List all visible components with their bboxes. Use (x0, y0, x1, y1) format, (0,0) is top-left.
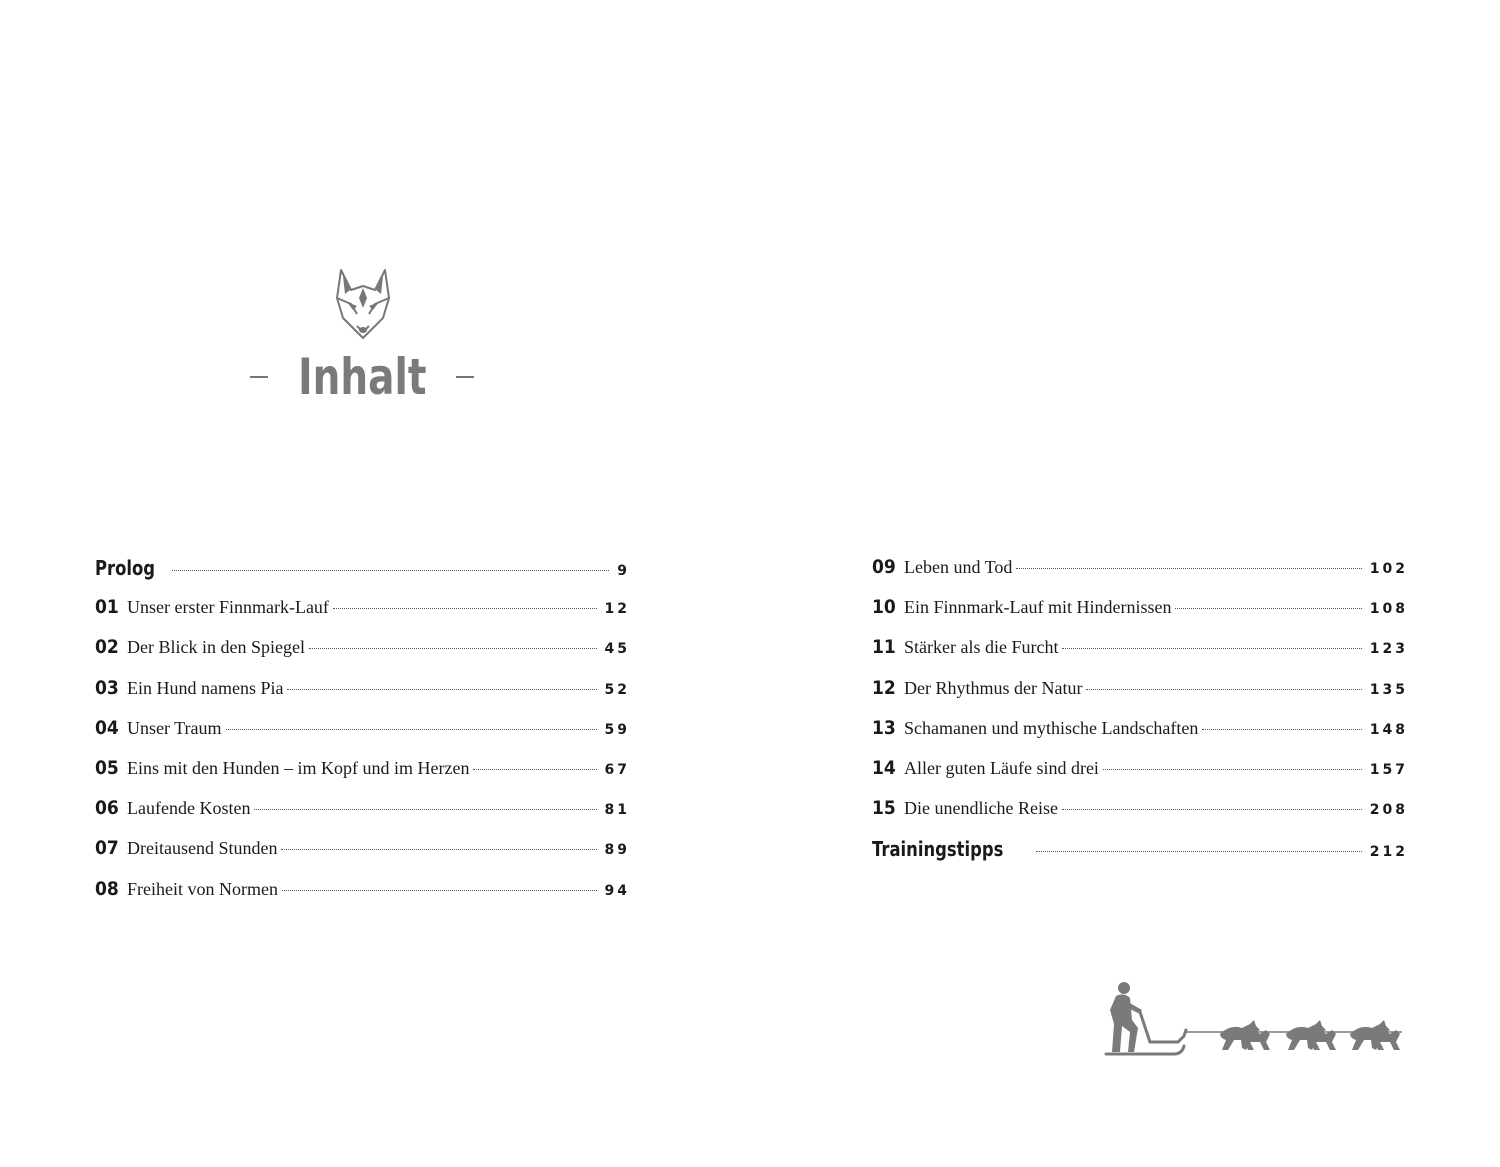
toc-entry[interactable] (872, 636, 1408, 676)
toc-entry-title: Unser erster Finnmark-Lauf (127, 597, 329, 618)
toc-entry-number: 01 (95, 596, 119, 619)
toc-entry-page: 157 (1369, 761, 1408, 778)
toc-entry-title: Unser Traum (127, 717, 222, 738)
toc-entry-title: Schamanen und mythische Landschaften (904, 717, 1199, 738)
toc-entry-number: 05 (95, 756, 119, 779)
toc-column-left (95, 556, 630, 918)
toc-entry-page: 12 (604, 601, 630, 618)
toc-entry[interactable] (95, 837, 630, 877)
dot-leader (172, 570, 609, 571)
toc-entry[interactable] (95, 596, 630, 636)
toc-entry-page: 45 (604, 641, 630, 658)
toc-entry-page: 67 (604, 761, 630, 778)
toc-entry-page: 9 (617, 563, 630, 579)
toc-entry[interactable] (872, 596, 1408, 636)
page-title-text: Inhalt (297, 348, 427, 406)
toc-entry-page: 94 (604, 882, 630, 899)
dot-leader (1016, 568, 1361, 569)
toc-entry-number: 10 (872, 596, 896, 619)
toc-entry-title: Dreitausend Stunden (127, 838, 278, 859)
toc-entry[interactable] (872, 797, 1408, 837)
toc-column-right (872, 556, 1408, 878)
toc-entry[interactable] (95, 636, 630, 676)
toc-entry-page: 102 (1369, 561, 1408, 577)
toc-entry-title: Der Rhythmus der Natur (904, 677, 1083, 698)
toc-entry[interactable] (872, 717, 1408, 757)
dot-leader (1103, 769, 1362, 770)
dot-leader (254, 809, 596, 810)
toc-entry[interactable] (95, 757, 630, 797)
toc-entry-number: 07 (95, 837, 119, 860)
toc-entry-number: 04 (95, 716, 119, 739)
toc-entry-page: 208 (1369, 802, 1408, 819)
toc-entry-page: 81 (604, 802, 630, 819)
toc-entry-page: 59 (604, 721, 630, 738)
toc-entry-page: 135 (1369, 681, 1408, 698)
dot-leader (281, 849, 596, 850)
toc-entry[interactable] (95, 878, 630, 918)
title-rule-left (250, 376, 268, 378)
toc-entry[interactable] (872, 677, 1408, 717)
dot-leader (1062, 648, 1361, 649)
toc-entry[interactable] (95, 677, 630, 717)
toc-entry-number: 15 (872, 797, 896, 820)
toc-entry-page: 123 (1369, 641, 1408, 658)
dog-sled-team-icon (1102, 980, 1408, 1060)
dot-leader (1086, 689, 1361, 690)
dot-leader (333, 608, 597, 609)
toc-entry-page: 212 (1369, 844, 1408, 861)
toc-entry-number: 12 (872, 676, 896, 699)
toc-entry[interactable] (872, 837, 1408, 877)
dot-leader (1202, 729, 1361, 730)
title-rule-right (456, 376, 474, 378)
toc-entry-title: Eins mit den Hunden – im Kopf und im Herzen (127, 757, 470, 778)
toc-entry[interactable] (872, 757, 1408, 797)
toc-entry-title: Trainingstipps (872, 837, 1004, 862)
toc-entry-title: Ein Finnmark-Lauf mit Hindernissen (904, 597, 1172, 618)
dot-leader (226, 729, 597, 730)
toc-entry[interactable] (95, 556, 630, 596)
dot-leader (309, 648, 597, 649)
toc-entry-page: 108 (1369, 601, 1408, 618)
toc-entry-number: 02 (95, 636, 119, 659)
dot-leader (282, 890, 597, 891)
page-title (250, 342, 474, 412)
toc-entry[interactable] (95, 717, 630, 757)
toc-entry-page: 89 (604, 842, 630, 859)
toc-entry-title: Laufende Kosten (127, 798, 251, 819)
toc-entry-number: 13 (872, 716, 896, 739)
toc-entry-number: 08 (95, 877, 119, 900)
toc-entry-number: 14 (872, 756, 896, 779)
toc-entry-title: Der Blick in den Spiegel (127, 637, 305, 658)
dot-leader (287, 689, 596, 690)
dot-leader (1036, 851, 1362, 852)
toc-entry-number: 06 (95, 797, 119, 820)
wolf-head-icon (333, 268, 393, 340)
toc-entry-page: 52 (604, 681, 630, 698)
toc-entry-title: Die unendliche Reise (904, 798, 1058, 819)
toc-entry-title: Stärker als die Furcht (904, 637, 1059, 658)
dot-leader (1062, 809, 1362, 810)
toc-entry-title: Leben und Tod (904, 557, 1013, 577)
toc-entry[interactable] (95, 797, 630, 837)
toc-entry[interactable] (872, 556, 1408, 596)
toc-entry-number: 09 (872, 556, 896, 578)
toc-entry-title: Ein Hund namens Pia (127, 677, 284, 698)
toc-entry-title: Prolog (95, 556, 156, 580)
toc-entry-page: 148 (1369, 721, 1408, 738)
toc-entry-number: 11 (872, 636, 896, 659)
toc-entry-number: 03 (95, 676, 119, 699)
toc-entry-title: Aller guten Läufe sind drei (904, 757, 1099, 778)
dot-leader (1175, 608, 1361, 609)
dot-leader (473, 769, 596, 770)
toc-entry-title: Freiheit von Normen (127, 878, 278, 899)
